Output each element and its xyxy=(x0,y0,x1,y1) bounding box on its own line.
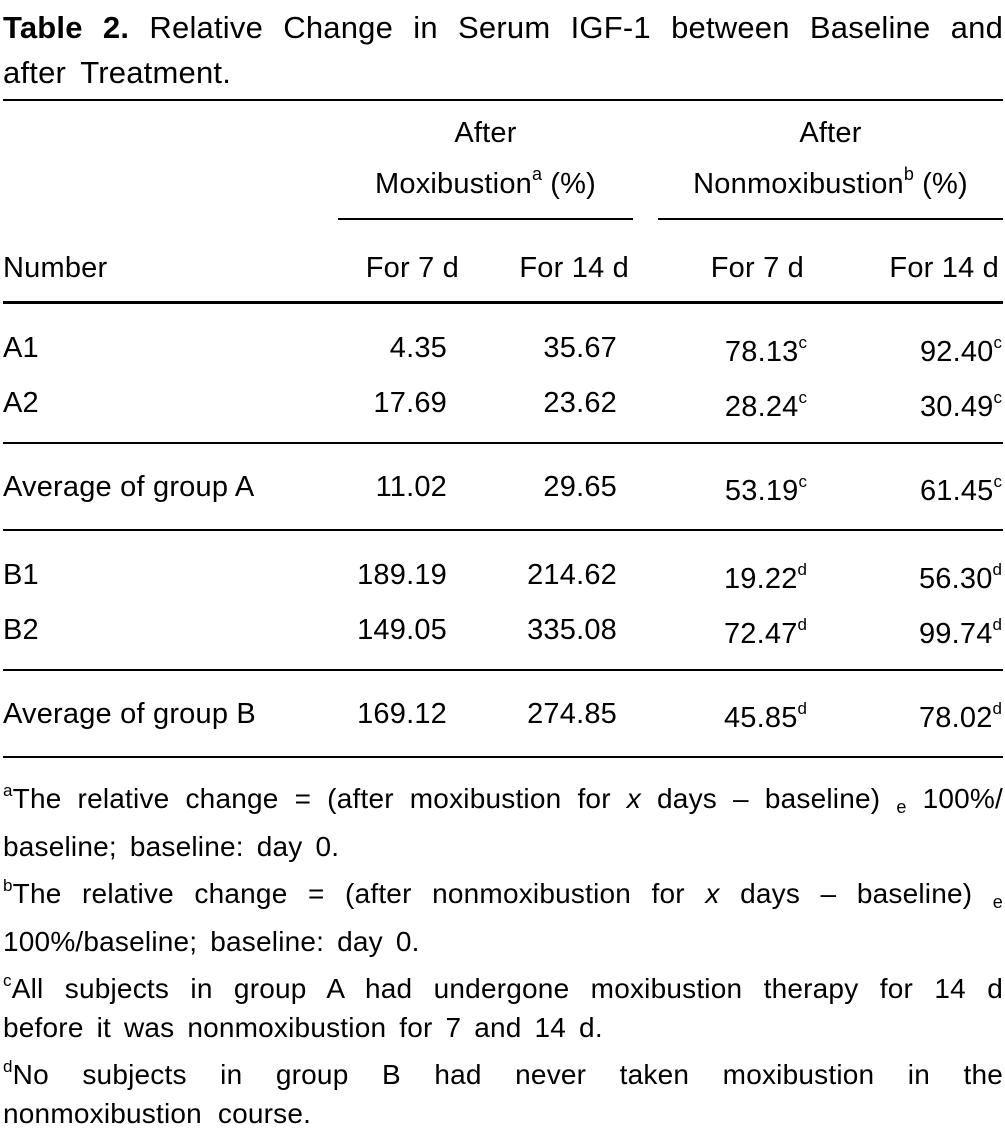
cell-value xyxy=(808,670,1003,757)
footnote-text: The relative change = (after moxibustion for xyxy=(12,783,627,814)
cell-value xyxy=(658,602,808,670)
footnote-marker-c: c xyxy=(993,472,1003,491)
cell-value: 17.69 xyxy=(338,375,463,443)
column-header-number: Number xyxy=(3,219,338,303)
group-header-spacer xyxy=(3,100,338,219)
table-row-b1 xyxy=(3,530,1003,602)
column-gap xyxy=(633,219,658,303)
column-gap xyxy=(633,303,658,376)
cell-value xyxy=(808,303,1003,376)
cell-number: 28.24 xyxy=(724,391,799,423)
footnote-marker-b: b xyxy=(3,876,13,895)
footnote-marker-a: a xyxy=(531,164,542,184)
cell-value xyxy=(808,530,1003,602)
group-header-unit: (%) xyxy=(550,168,596,200)
table-footnotes xyxy=(3,771,1003,1133)
cell-number: 78.13 xyxy=(724,336,799,368)
cell-number: 92.40 xyxy=(919,336,994,368)
cell-value: 169.12 xyxy=(338,670,463,757)
footnote-marker-b: b xyxy=(903,164,914,184)
footnote-marker-d: d xyxy=(992,699,1003,718)
footnote-text: The relative change = (after nonmoxibustion for xyxy=(12,878,706,909)
footnote-marker-d: d xyxy=(992,615,1003,634)
footnote-marker-c: c xyxy=(798,388,807,407)
table-row-average-a xyxy=(3,443,1003,530)
igf1-relative-change-table xyxy=(3,99,1003,758)
table-number-label: Table 2. xyxy=(3,10,130,45)
footnote-marker-d: d xyxy=(797,560,807,579)
cell-value xyxy=(658,443,808,530)
footnote-marker-d: d xyxy=(797,699,807,718)
operator-subscript-e: e xyxy=(896,797,907,817)
table-row-average-b xyxy=(3,670,1003,757)
cell-value: 149.05 xyxy=(338,602,463,670)
column-header-nonmox-14d: For 14 d xyxy=(808,219,1003,303)
group-header-moxibustion xyxy=(338,100,633,219)
cell-number: 19.22 xyxy=(723,563,798,595)
row-label: Average of group B xyxy=(3,670,338,757)
cell-value: 23.62 xyxy=(463,375,633,443)
column-gap xyxy=(633,530,658,602)
footnote-marker-d: d xyxy=(3,1057,13,1076)
footnote-marker-a: a xyxy=(3,781,13,800)
table-row-a1 xyxy=(3,303,1003,376)
cell-number: 61.45 xyxy=(919,475,994,507)
row-label: B1 xyxy=(3,558,39,591)
footnote-c xyxy=(3,961,1003,1047)
footnote-d xyxy=(3,1047,1003,1133)
cell-value xyxy=(658,670,808,757)
cell-value: 335.08 xyxy=(463,602,633,670)
column-header-nonmox-7d: For 7 d xyxy=(658,219,808,303)
group-header-line1: After xyxy=(799,117,862,149)
table-caption: Relative Change in Serum IGF-1 between Baseline and after Treatment. xyxy=(3,10,1004,90)
cell-value: 35.67 xyxy=(543,331,617,364)
group-header-row xyxy=(3,100,1003,219)
footnote-text: 100%/​baseline; baseline: day 0. xyxy=(3,926,420,957)
column-gap xyxy=(633,100,658,219)
footnote-marker-c: c xyxy=(3,971,12,990)
row-label: B2 xyxy=(3,602,338,670)
cell-number: 56.30 xyxy=(918,563,993,595)
cell-number: 53.19 xyxy=(724,475,799,507)
cell-value xyxy=(658,375,808,443)
footnote-text: All subjects in group A had undergone moxibustion therapy for 14 d before it was nonmoxibustion for 7 and 14 d. xyxy=(3,973,1003,1043)
cell-number: 30.49 xyxy=(919,391,994,423)
cell-number: 78.02 xyxy=(918,702,993,734)
cell-value xyxy=(808,602,1003,670)
cell-value xyxy=(808,375,1003,443)
group-header-nonmoxibustion xyxy=(658,100,1003,219)
footnote-marker-d: d xyxy=(797,615,807,634)
column-header-mox-14d: For 14 d xyxy=(463,219,633,303)
footnote-marker-c: c xyxy=(798,472,807,491)
cell-value xyxy=(658,530,808,602)
cell-value: 29.65 xyxy=(463,443,633,530)
group-header-line2: Moxibustion xyxy=(375,168,532,200)
cell-number: 72.47 xyxy=(723,618,798,650)
table-row-a2 xyxy=(3,375,1003,443)
column-header-mox-7d: For 7 d xyxy=(338,219,463,303)
table-title xyxy=(3,5,1003,95)
cell-value xyxy=(658,303,808,376)
footnote-text: No subjects in group B had never taken moxibustion in the nonmoxibustion course. xyxy=(3,1059,1003,1129)
footnote-marker-d: d xyxy=(992,560,1003,579)
cell-value: 274.85 xyxy=(463,670,633,757)
column-gap xyxy=(633,670,658,757)
footnote-text: days – baseline) xyxy=(719,878,993,909)
cell-number: 45.85 xyxy=(723,702,798,734)
column-gap xyxy=(633,375,658,443)
footnote-b xyxy=(3,866,1003,961)
footnote-text: 100%/​baseline; baseline: day 0. xyxy=(3,783,1004,862)
variable-x: x xyxy=(626,783,641,814)
cell-value xyxy=(808,443,1003,530)
cell-value: 4.35 xyxy=(389,331,447,364)
row-label: Average of group A xyxy=(3,443,338,530)
footnote-marker-c: c xyxy=(993,333,1003,352)
column-gap xyxy=(633,602,658,670)
group-header-line1: After xyxy=(454,117,517,149)
row-label: A1 xyxy=(3,331,39,364)
column-gap xyxy=(633,443,658,530)
cell-value: 11.02 xyxy=(338,443,463,530)
operator-subscript-e: e xyxy=(992,892,1003,912)
row-label: A2 xyxy=(3,375,338,443)
footnote-a xyxy=(3,771,1003,866)
group-header-unit: (%) xyxy=(922,168,968,200)
footnote-text: days – baseline) xyxy=(640,783,897,814)
footnote-marker-c: c xyxy=(993,388,1003,407)
table-row-b2 xyxy=(3,602,1003,670)
column-header-row xyxy=(3,219,1003,303)
cell-value: 189.19 xyxy=(357,558,447,591)
cell-value: 214.62 xyxy=(527,558,617,591)
variable-x: x xyxy=(705,878,720,909)
footnote-marker-c: c xyxy=(798,333,807,352)
group-header-line2: Nonmoxibustion xyxy=(693,168,904,200)
cell-number: 99.74 xyxy=(918,618,993,650)
